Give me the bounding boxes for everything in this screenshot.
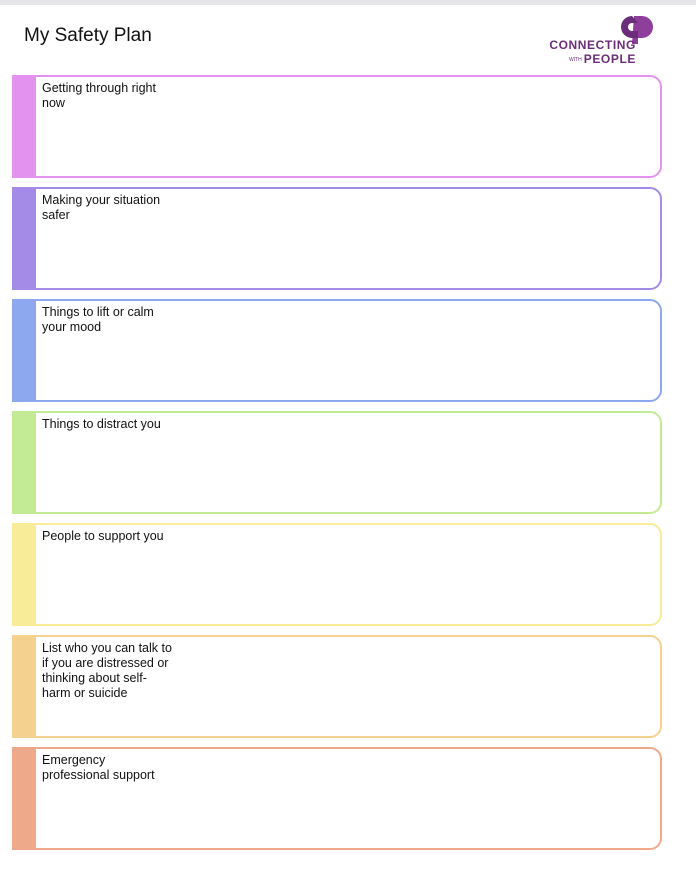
section-label: Making your situation safer: [42, 193, 161, 222]
section-color-bar: [12, 411, 36, 514]
section-label: Getting through right now: [42, 81, 156, 110]
section-label: Emergency professional support: [42, 753, 155, 782]
top-rule: [0, 0, 696, 5]
section-label: Things to distract you: [42, 417, 161, 431]
section-color-bar: [12, 75, 36, 178]
section-label: List who you can talk to if you are distressed or thinking about self-harm or suicide: [42, 641, 172, 700]
logo-text-people: [569, 52, 636, 66]
section-label: Things to lift or calm your mood: [42, 305, 154, 334]
page-title: My Safety Plan: [24, 25, 152, 46]
section-people-support[interactable]: [12, 523, 662, 626]
section-color-bar: [12, 523, 36, 626]
section-lift-mood[interactable]: [12, 299, 662, 402]
section-emergency-support[interactable]: [12, 747, 662, 850]
section-color-bar: [12, 635, 36, 738]
section-situation-safer[interactable]: [12, 187, 662, 290]
section-label: People to support you: [42, 529, 164, 543]
connecting-with-people-logo: [549, 14, 662, 70]
logo-text-people-word: PEOPLE: [583, 52, 636, 66]
section-getting-through[interactable]: [12, 75, 662, 178]
section-who-to-talk-to[interactable]: [12, 635, 662, 738]
logo-text-connecting: CONNECTING: [549, 38, 636, 52]
section-color-bar: [12, 187, 36, 290]
section-color-bar: [12, 747, 36, 850]
logo-text-with: WITH: [568, 56, 582, 63]
section-distract[interactable]: [12, 411, 662, 514]
section-color-bar: [12, 299, 36, 402]
